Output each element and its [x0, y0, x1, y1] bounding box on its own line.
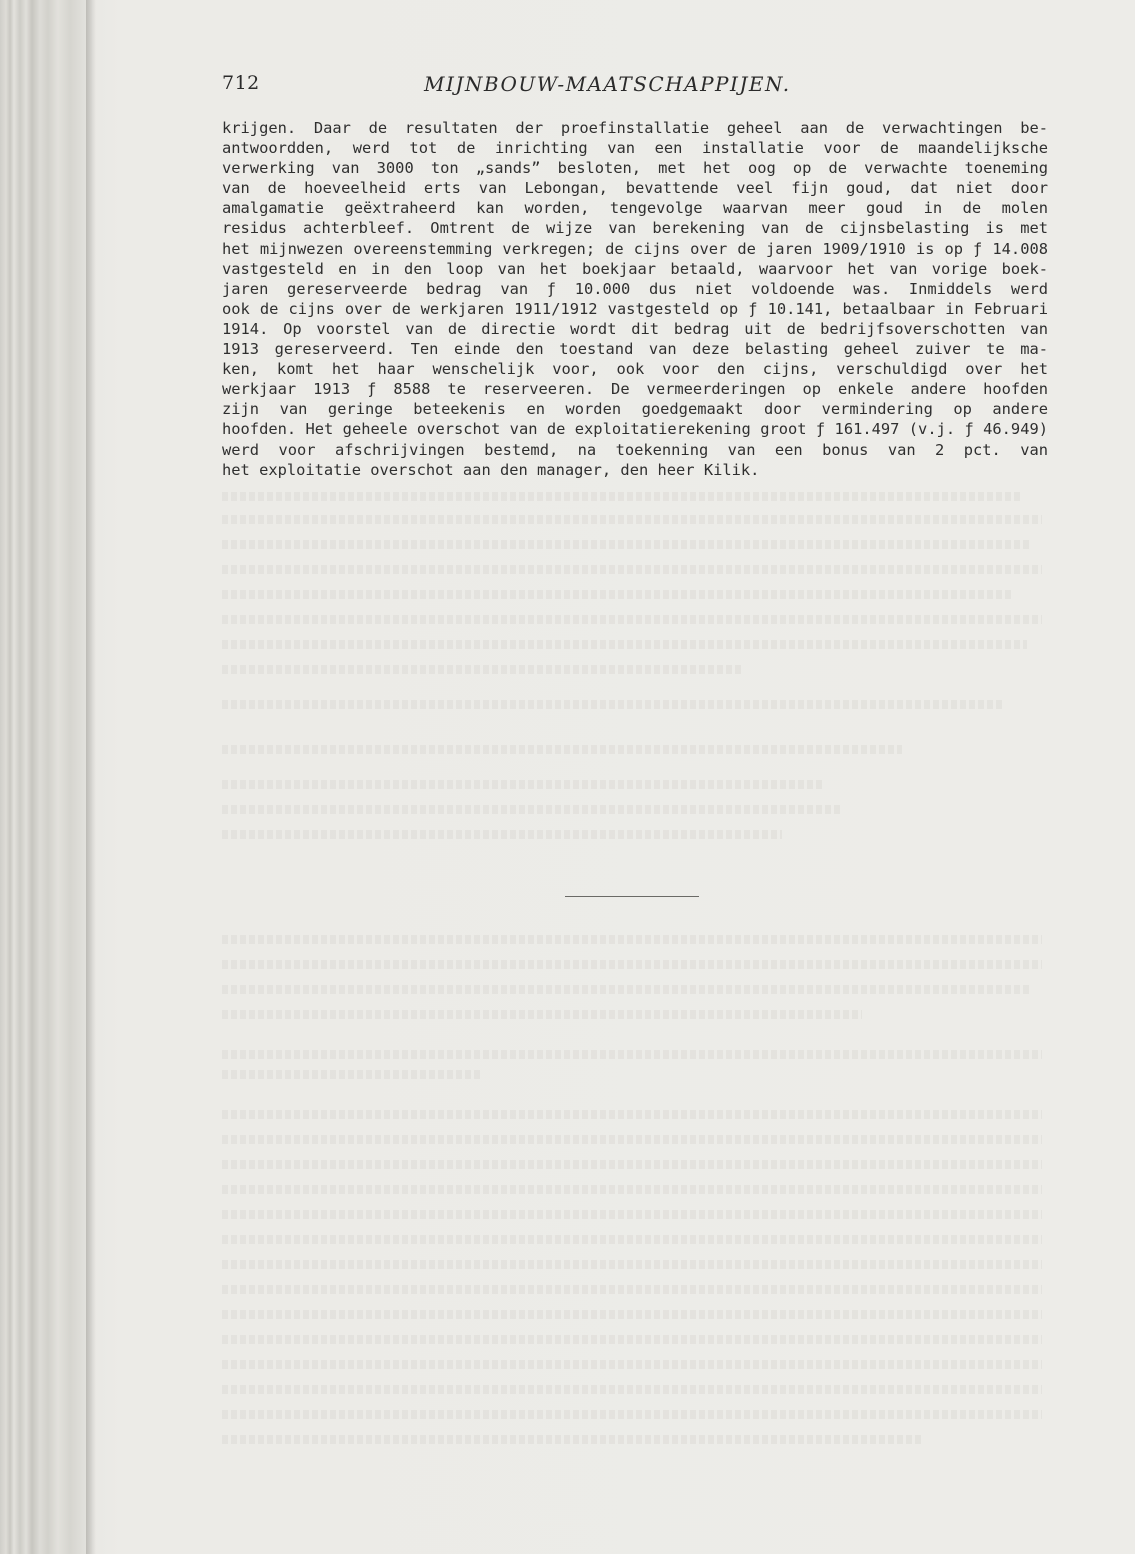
text-line: werkjaar 1913 ƒ 8588 te reserveeren. De vermeerderingen op enkele andere hoofden: [222, 380, 1048, 399]
text-line: zijn van geringe beteekenis en worden goedgemaakt door vermindering op andere: [222, 400, 1048, 419]
text-line: verwerking van 3000 ton „sands” besloten, met het oog op de verwachte toeneming: [222, 159, 1048, 178]
show-through-line: [222, 935, 1042, 944]
show-through-line: [222, 830, 782, 839]
show-through-line: [222, 1310, 1042, 1319]
section-divider: [565, 896, 699, 897]
show-through-line: [222, 640, 1027, 649]
show-through-line: [222, 615, 1042, 624]
binding-shadow: [86, 0, 96, 1554]
show-through-line: [222, 1135, 1042, 1144]
text-line: hoofden. Het geheele overschot van de exploitatierekening groot ƒ 161.497 (v.j. ƒ 46.949): [222, 420, 1048, 439]
show-through-line: [222, 1410, 1042, 1419]
text-line: residus achterbleef. Omtrent de wijze van berekening van de cijnsbelasting is met: [222, 219, 1048, 238]
show-through-line: [222, 565, 1042, 574]
show-through-line: [222, 985, 1032, 994]
show-through-line: [222, 1110, 1042, 1119]
running-head: [222, 72, 842, 102]
show-through-line: [222, 1385, 1042, 1394]
show-through-line: [222, 780, 822, 789]
show-through-line: [222, 590, 1012, 599]
running-title: MIJNBOUW-MAATSCHAPPIJEN.: [424, 72, 791, 96]
show-through-line: [222, 1070, 482, 1079]
show-through-line: [222, 700, 1002, 709]
show-through-line: [222, 1435, 922, 1444]
show-through-line: [222, 1335, 1042, 1344]
show-through-line: [222, 960, 1042, 969]
show-through-line: [222, 1210, 1042, 1219]
show-through-line: [222, 1285, 1042, 1294]
show-through-line: [222, 492, 1022, 501]
show-through-line: [222, 1235, 1042, 1244]
show-through-line: [222, 745, 902, 754]
book-binding-edge: [0, 0, 92, 1554]
show-through-line: [222, 665, 742, 674]
text-line: ken, komt het haar wenschelijk voor, ook voor den cijns, verschuldigd over het: [222, 360, 1048, 379]
page-number: 712: [222, 72, 260, 94]
show-through-line: [222, 1050, 1042, 1059]
show-through-line: [222, 540, 1032, 549]
body-paragraph: [222, 118, 1048, 480]
text-line: werd voor afschrijvingen bestemd, na toekenning van een bonus van 2 pct. van: [222, 440, 1048, 459]
text-line: het mijnwezen overeenstemming verkregen; de cijns over de jaren 1909/1910 is op ƒ 14.008: [222, 239, 1048, 258]
show-through-line: [222, 1185, 1042, 1194]
show-through-line: [222, 515, 1042, 524]
text-line: 1913 gereserveerd. Ten einde den toestand van deze belasting geheel zuiver te ma-: [222, 340, 1048, 359]
text-line: vastgesteld en in den loop van het boekjaar betaald, waarvoor het van vorige boek-: [222, 259, 1048, 278]
text-line: antwoordden, werd tot de inrichting van een installatie voor de maandelijksche: [222, 139, 1048, 158]
text-line: jaren gereserveerde bedrag van ƒ 10.000 dus niet voldoende was. Inmiddels werd: [222, 279, 1048, 298]
text-line: amalgamatie geëxtraheerd kan worden, tengevolge waarvan meer goud in de molen: [222, 199, 1048, 218]
show-through-line: [222, 1160, 1042, 1169]
show-through-line: [222, 1260, 1042, 1269]
text-line: het exploitatie overschot aan den manager, den heer Kilik.: [222, 460, 760, 479]
text-line: ook de cijns over de werkjaren 1911/1912 vastgesteld op ƒ 10.141, betaalbaar in Februari: [222, 299, 1048, 318]
text-line: krijgen. Daar de resultaten der proefinstallatie geheel aan de verwachtingen be-: [222, 119, 1048, 137]
show-through-line: [222, 1360, 1042, 1369]
text-line: 1914. Op voorstel van de directie wordt dit bedrag uit de bedrijfsoverschotten van: [222, 319, 1048, 338]
text-line: van de hoeveelheid erts van Lebongan, bevattende veel fijn goud, dat niet door: [222, 179, 1048, 198]
show-through-line: [222, 805, 842, 814]
show-through-line: [222, 1010, 862, 1019]
